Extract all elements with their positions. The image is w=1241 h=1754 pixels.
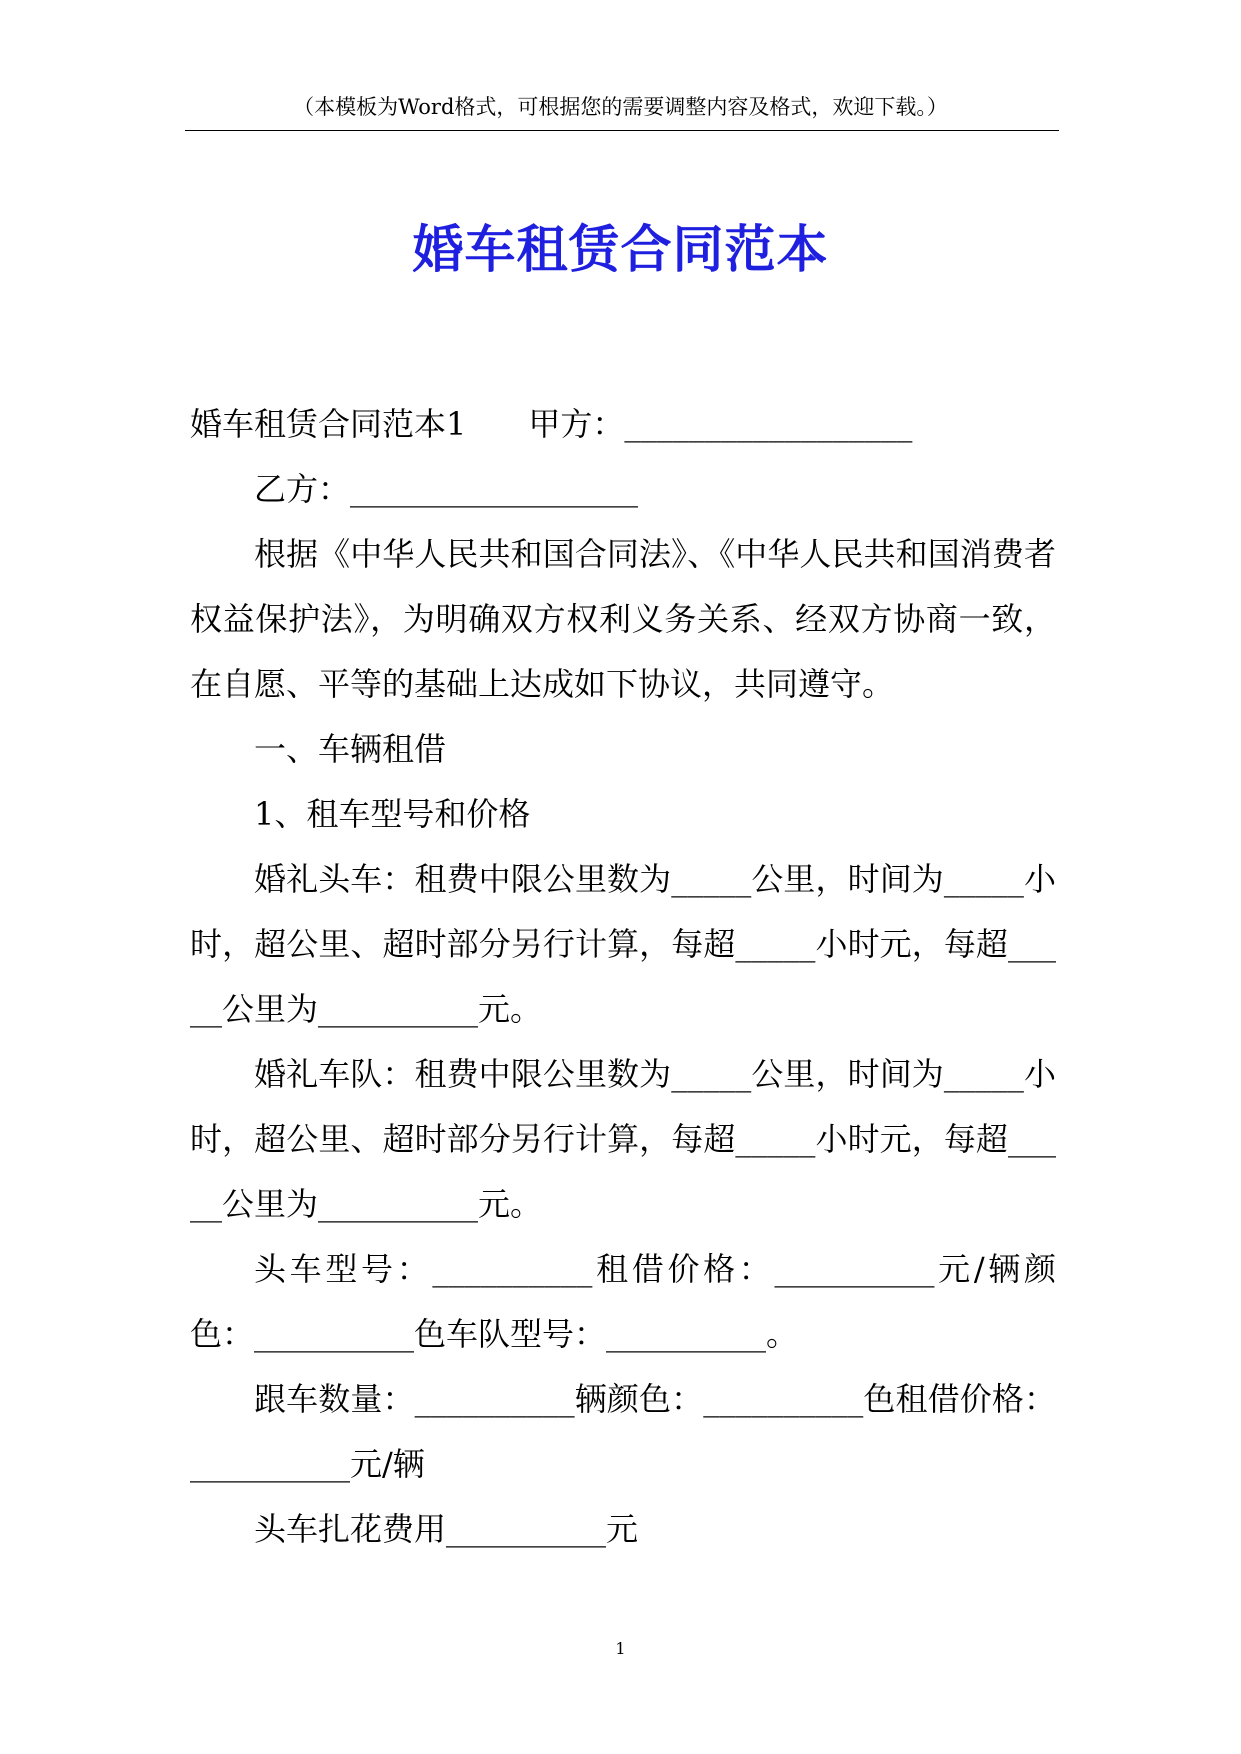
- page-number: 1: [615, 1639, 626, 1658]
- clause-convoy: 婚礼车队：租费中限公里数为_____公里，时间为_____小时，超公里、超时部分另行计算，每超_____小时元，每超_____公里为__________元。: [190, 1055, 1056, 1223]
- clause-follow-cars: 跟车数量：__________辆颜色：__________色租借价格：__________元/辆: [190, 1380, 1056, 1483]
- document-title: 婚车租赁合同范本: [412, 220, 829, 280]
- subsection-heading-model-price: 1、租车型号和价格: [254, 795, 531, 833]
- party-b-field: 乙方：__________________: [254, 470, 639, 508]
- document-body: [190, 392, 1056, 1562]
- clause-lead-car: 婚礼头车：租费中限公里数为_____公里，时间为_____小时，超公里、超时部分另行计算，每超_____小时元，每超_____公里为__________元。: [190, 860, 1056, 1028]
- clause-flower-decoration: 头车扎花费用__________元: [254, 1510, 639, 1548]
- party-a-field: 甲方：__________________: [528, 405, 913, 443]
- contract-label: 婚车租赁合同范本1: [190, 405, 467, 443]
- section-heading-vehicle-rental: 一、车辆租借: [254, 730, 447, 768]
- header-divider: [185, 130, 1059, 131]
- template-note: （本模板为Word格式，可根据您的需要调整内容及格式，欢迎下载。）: [293, 95, 948, 119]
- clause-lead-car-model: 头车型号：__________租借价格：__________元/辆颜色：__________色车队型号：__________。: [190, 1250, 1056, 1353]
- contract-heading-line: [190, 392, 1056, 457]
- contract-preamble: 根据《中华人民共和国合同法》、《中华人民共和国消费者权益保护法》，为明确双方权利义务关系、经双方协商一致，在自愿、平等的基础上达成如下协议，共同遵守。: [190, 535, 1056, 703]
